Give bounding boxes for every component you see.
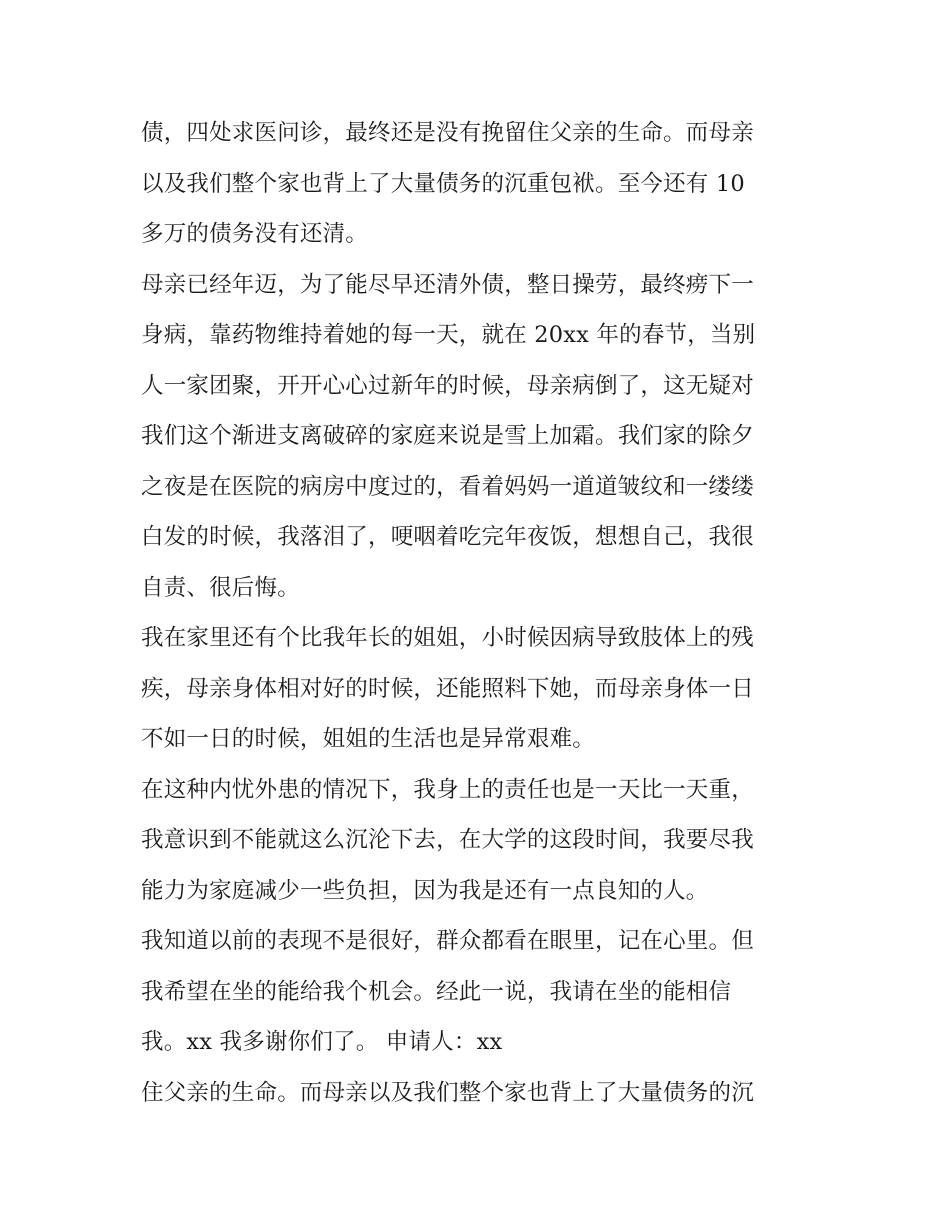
text-line-14: 在这种内忧外患的情况下，我身上的责任也是一天比一天重， [141, 776, 754, 803]
text-line-7: 我们这个渐进支离破碎的家庭来说是雪上加霜。我们家的除夕 [141, 423, 754, 449]
text-line-8: 之夜是在医院的病房中度过的，看着妈妈一道道皱纹和一缕缕 [141, 473, 754, 500]
text-line-12: 疾，母亲身体相对好的时候，还能照料下她，而母亲身体一日 [141, 675, 754, 702]
text-line-20: 住父亲的生命。而母亲以及我们整个家也背上了大量债务的沉 [141, 1079, 754, 1106]
text-line-3: 多万的债务没有还清。 [141, 221, 369, 247]
text-line-2: 以及我们整个家也背上了大量债务的沉重包袱。至今还有 10 [141, 170, 745, 197]
text-line-19: 我。xx 我多谢你们了。 申请人：xx [141, 1029, 503, 1055]
text-line-1: 债，四处求医问诊，最终还是没有挽留住父亲的生命。而母亲 [141, 120, 754, 146]
text-line-5: 身病，靠药物维持着她的每一天，就在 20xx 年的春节，当别 [141, 322, 756, 348]
text-line-16: 能力为家庭减少一些负担，因为我是还有一点良知的人。 [141, 877, 709, 904]
text-line-17: 我知道以前的表现不是很好，群众都看在眼里，记在心里。但 [141, 928, 754, 954]
text-line-13: 不如一日的时候，姐姐的生活也是异常艰难。 [141, 726, 596, 752]
text-line-15: 我意识到不能就这么沉沦下去，在大学的这段时间，我要尽我 [141, 827, 754, 853]
text-line-6: 人一家团聚，开开心心过新年的时候，母亲病倒了，这无疑对 [141, 372, 754, 399]
text-line-10: 自责、很后悔。 [141, 574, 300, 601]
text-line-18: 我希望在坐的能给我个机会。经此一说，我请在坐的能相信 [141, 978, 732, 1005]
text-line-4: 母亲已经年迈，为了能尽早还清外债，整日操劳，最终痨下一 [141, 271, 754, 298]
text-line-11: 我在家里还有个比我年长的姐姐，小时候因病导致肢体上的残 [141, 625, 754, 651]
text-line-9: 白发的时候，我落泪了，哽咽着吃完年夜饭，想想自己，我很 [141, 524, 754, 550]
document-body [141, 108, 821, 1118]
